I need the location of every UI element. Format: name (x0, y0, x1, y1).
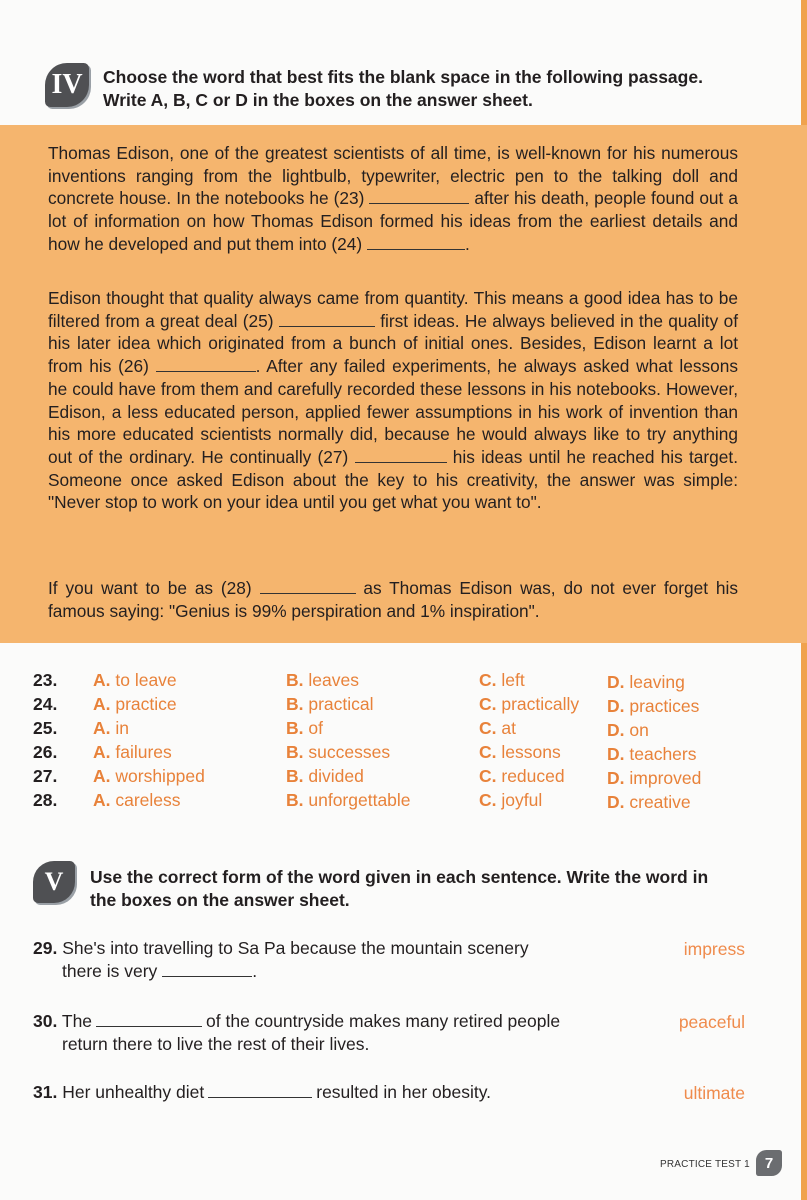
option-25-c[interactable]: C. at (479, 718, 516, 738)
blank-31[interactable] (208, 1085, 312, 1098)
option-28-d[interactable]: D. creative (607, 792, 691, 812)
option-28-c[interactable]: C. joyful (479, 790, 543, 810)
option-23-d[interactable]: D. leaving (607, 672, 685, 692)
question-row-28: 28. A. careless B. unforgettable C. joyful D. creative (33, 790, 691, 812)
page-number-badge (756, 1150, 782, 1176)
section-4-instruction (103, 66, 703, 112)
option-26-a[interactable]: A. failures (93, 742, 172, 762)
question-row-23: 23. A. to leave B. leaves C. left D. leaving (33, 670, 685, 692)
blank-29[interactable] (162, 964, 252, 977)
section-5-badge-text: V (44, 867, 64, 896)
question-row-24: 24. A. practice B. practical C. practically D. practices (33, 694, 700, 716)
option-24-c[interactable]: C. practically (479, 694, 580, 714)
section-4-badge-text: IV (51, 69, 83, 100)
passage-paragraph-1: Thomas Edison, one of the greatest scientists of all time, is well-known for his numerous inventions ranging from the lightbulb, typewriter, electric pen to the talking doll and concrete house. In the notebooks he (23) after his death, people found out a lot of information on how Thomas Edison formed his ideas from the earliest details and how he developed and put them into (24) . (48, 143, 738, 254)
section-5-instruction (90, 866, 708, 912)
option-23-c[interactable]: C. left (479, 670, 525, 690)
option-25-d[interactable]: D. on (607, 720, 649, 740)
section-4-instruction-line2: Write A, B, C or D in the boxes on the answer sheet. (103, 90, 533, 110)
option-23-a[interactable]: A. to leave (93, 670, 177, 690)
option-25-a[interactable]: A. in (93, 718, 129, 738)
footer-label: PRACTICE TEST 1 (660, 1159, 750, 1170)
blank-30[interactable] (96, 1014, 202, 1027)
option-23-b[interactable]: B. leaves (286, 670, 359, 690)
option-28-b[interactable]: B. unforgettable (286, 790, 411, 810)
passage-paragraph-2: Edison thought that quality always came from quantity. This means a good idea has to be filtered from a great deal (25) first ideas. He always believed in the quality of his later idea which originated from a bunch of initial ones. Besides, Edison learnt a lot from his (26) . After any failed experiments, he always asked what lessons he could have from them and carefully recorded these lessons in his notebooks. However, Edison, a less educated person, applied fewer assumptions in his work of invention than his more educated scientists normally did, because he would always like to try anything out of the ordinary. He continually (27) his ideas until he reached his target. Someone once asked Edison about the key to his creativity, the answer was simple: "Never stop to work on your idea until you get what you want to". (48, 288, 738, 513)
question-row-27: 27. A. worshipped B. divided C. reduced D. improved (33, 766, 702, 788)
option-27-a[interactable]: A. worshipped (93, 766, 205, 786)
option-26-d[interactable]: D. teachers (607, 744, 697, 764)
section-5-instruction-line1: Use the correct form of the word given in each sentence. Write the word in (90, 867, 709, 887)
option-27-c[interactable]: C. reduced (479, 766, 565, 786)
question-row-26: 26. A. failures B. successes C. lessons D. teachers (33, 742, 697, 764)
option-24-a[interactable]: A. practice (93, 694, 177, 714)
page-number: 7 (764, 1154, 774, 1172)
word-30-root: peaceful (678, 1012, 745, 1032)
option-27-d[interactable]: D. improved (607, 768, 702, 788)
blank-26[interactable] (156, 359, 256, 372)
option-24-b[interactable]: B. practical (286, 694, 374, 714)
section-5-instruction-line2: the boxes on the answer sheet. (90, 890, 350, 910)
blank-28[interactable] (260, 581, 356, 594)
word-31-root: ultimate (683, 1083, 745, 1103)
word-29-root: impress (683, 939, 745, 959)
section-4-instruction-line1: Choose the word that best fits the blank space in the following passage. (103, 67, 703, 87)
option-27-b[interactable]: B. divided (286, 766, 364, 786)
blank-27[interactable] (355, 450, 447, 463)
blank-23[interactable] (369, 191, 469, 204)
option-26-b[interactable]: B. successes (286, 742, 391, 762)
section-5-badge (33, 861, 75, 903)
passage-paragraph-3: If you want to be as (28) as Thomas Edison was, do not ever forget his famous saying: "Genius is 99% perspiration and 1% inspiration". (48, 578, 738, 621)
option-24-d[interactable]: D. practices (607, 696, 700, 716)
section-4-badge (45, 63, 89, 107)
question-row-25: 25. A. in B. of C. at D. on (33, 718, 649, 740)
option-25-b[interactable]: B. of (286, 718, 323, 738)
blank-25[interactable] (279, 314, 375, 327)
blank-24[interactable] (367, 237, 465, 250)
option-28-a[interactable]: A. careless (93, 790, 181, 810)
option-26-c[interactable]: C. lessons (479, 742, 561, 762)
